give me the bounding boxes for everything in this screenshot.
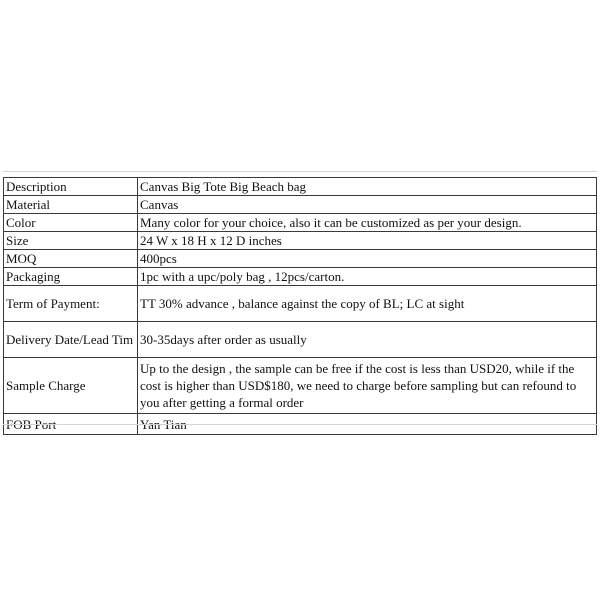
- product-spec-table: [3, 177, 597, 435]
- row-value: 24 W x 18 H x 12 D inches: [138, 232, 597, 250]
- row-value: 1pc with a upc/poly bag , 12pcs/carton.: [138, 268, 597, 286]
- row-label: Size: [4, 232, 138, 250]
- table-row: [4, 214, 597, 232]
- row-label: Term of Payment:: [4, 286, 138, 322]
- row-value: Yan Tian: [138, 414, 597, 435]
- row-value: 30-35days after order as usually: [138, 322, 597, 358]
- row-label: Delivery Date/Lead Tim: [4, 322, 138, 358]
- sheet-top-border: [3, 171, 597, 172]
- sheet-bottom-border: [3, 424, 597, 425]
- row-value: Many color for your choice, also it can be customized as per your design.: [138, 214, 597, 232]
- row-label: Color: [4, 214, 138, 232]
- table-row: [4, 322, 597, 358]
- table-row: [4, 268, 597, 286]
- table-row: [4, 250, 597, 268]
- row-value: TT 30% advance , balance against the copy of BL; LC at sight: [138, 286, 597, 322]
- row-value: 400pcs: [138, 250, 597, 268]
- row-label: Description: [4, 178, 138, 196]
- row-label: Material: [4, 196, 138, 214]
- table-row: [4, 232, 597, 250]
- row-label: Packaging: [4, 268, 138, 286]
- row-label: MOQ: [4, 250, 138, 268]
- row-value: Canvas Big Tote Big Beach bag: [138, 178, 597, 196]
- row-label: Sample Charge: [4, 358, 138, 414]
- table-row: [4, 286, 597, 322]
- table-row: [4, 178, 597, 196]
- row-value: Up to the design , the sample can be free if the cost is less than USD20, while if the cost is higher than USD$180, we need to charge before sampling but can refound to you after getting a formal order: [138, 358, 597, 414]
- row-label: FOB Port: [4, 414, 138, 435]
- table-row: [4, 196, 597, 214]
- row-value: Canvas: [138, 196, 597, 214]
- table-row: [4, 358, 597, 414]
